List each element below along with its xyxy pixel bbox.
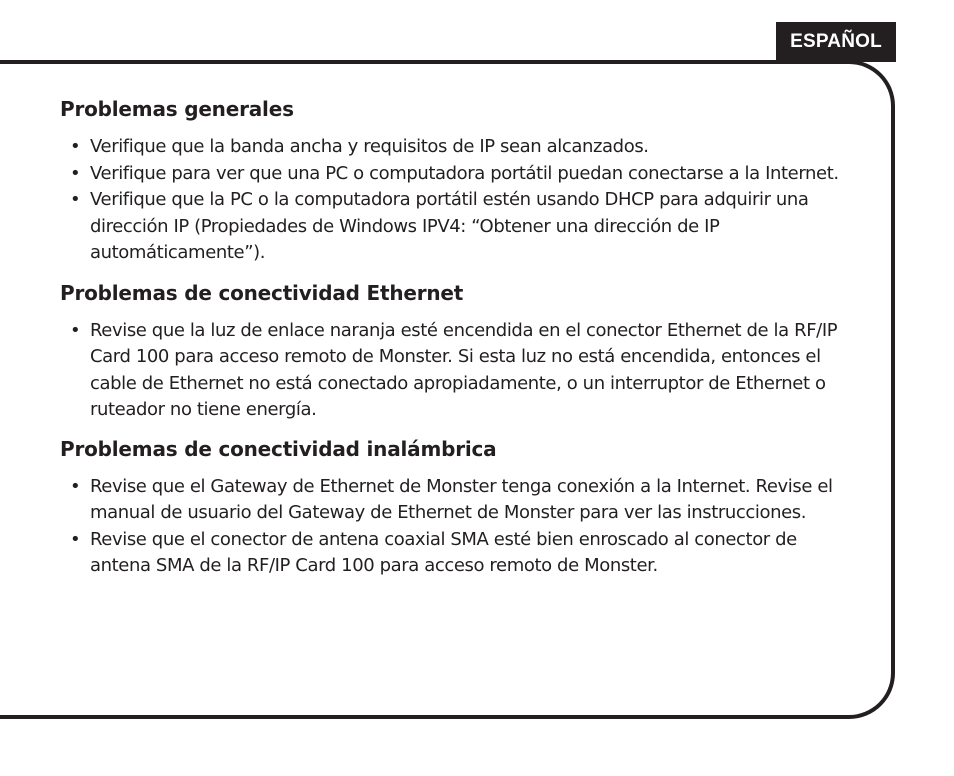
section-title: Problemas generales <box>60 97 294 121</box>
bullet-icon: • <box>70 136 81 157</box>
list-item-text: Verifique que la banda ancha y requisitos de IP sean alcanzados. <box>90 136 649 157</box>
section-title: Problemas de conectividad inalámbrica <box>60 436 497 461</box>
list-item-text: Revise que el conector de antena coaxial SMA esté bien enroscado al conector de antena SMA de la RF/IP Card 100 para acceso remoto de Monster. <box>90 528 797 576</box>
list-item <box>60 474 860 527</box>
list-item-text: Verifique que la PC o la computadora portátil estén usando DHCP para adquirir una dirección IP (Propiedades de Windows IPV4: “Obtener una dirección de IP automáticamente”). <box>90 189 809 263</box>
bullet-icon: • <box>70 528 81 550</box>
list-item <box>60 187 860 267</box>
section-title: Problemas de conectividad Ethernet <box>60 280 464 305</box>
bullet-icon: • <box>70 475 81 497</box>
list-item <box>60 527 860 580</box>
section-wireless-connectivity <box>60 436 860 580</box>
bullet-list <box>60 318 860 424</box>
bullet-icon: • <box>70 319 81 341</box>
bullet-icon: • <box>70 162 81 184</box>
bullet-icon: • <box>70 189 81 210</box>
list-item <box>60 134 860 161</box>
section-general-problems <box>60 96 860 267</box>
list-item-text: Revise que el Gateway de Ethernet de Monster tenga conexión a la Internet. Revise el manual de usuario del Gateway de Ethernet de Monster para ver las instrucciones. <box>90 475 833 523</box>
troubleshooting-content <box>60 96 860 580</box>
language-tab: ESPAÑOL <box>776 22 896 62</box>
bullet-list <box>60 474 860 580</box>
list-item <box>60 318 860 424</box>
list-item-text: Revise que la luz de enlace naranja esté encendida en el conector Ethernet de la RF/IP Card 100 para acceso remoto de Monster. Si esta luz no está encendida, entonces el cable de Ethernet no está conectado apropiadamente, o un interruptor de Ethernet o ruteador no tiene energía. <box>90 319 838 420</box>
section-ethernet-connectivity <box>60 280 860 424</box>
bullet-list <box>60 134 860 267</box>
list-item-text: Verifique para ver que una PC o computadora portátil puedan conectarse a la Internet. <box>90 162 839 184</box>
list-item <box>60 161 860 188</box>
